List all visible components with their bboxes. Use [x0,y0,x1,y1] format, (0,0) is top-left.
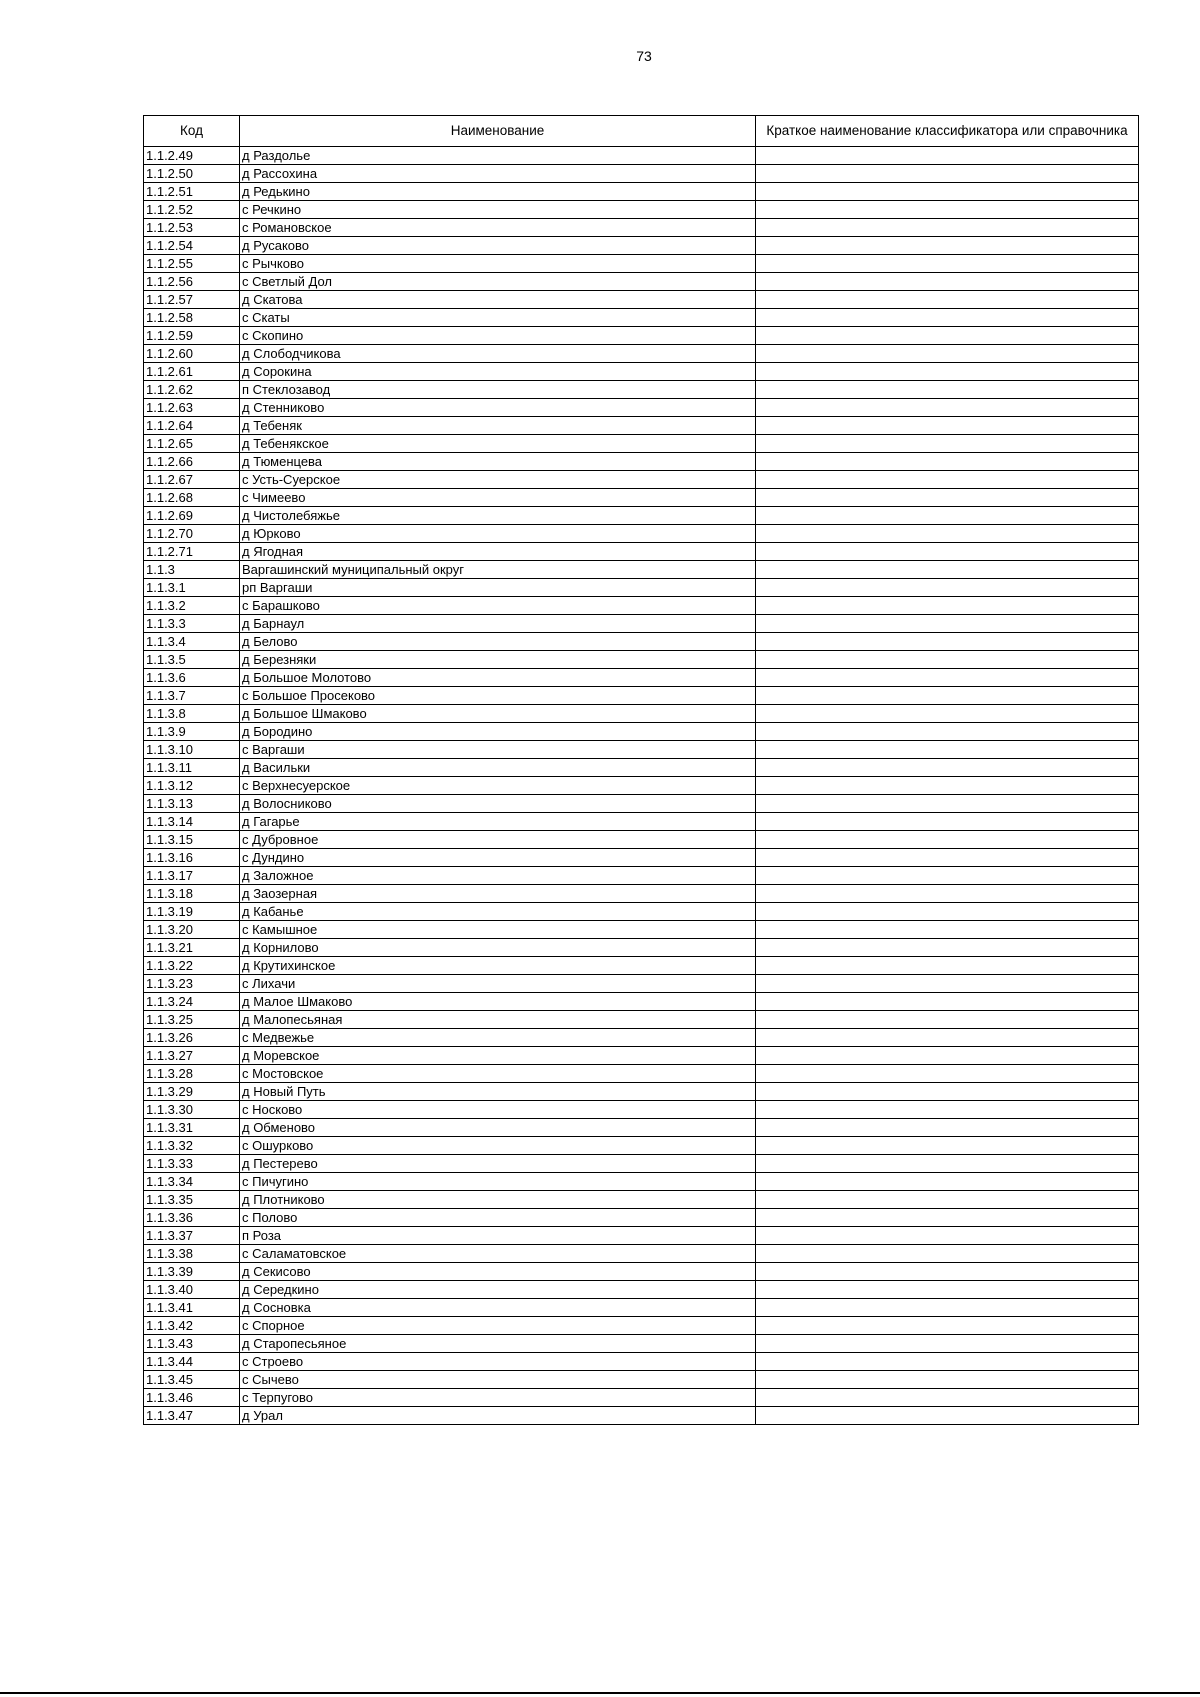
code-cell: 1.1.3.30 [144,1101,240,1119]
name-cell: с Саламатовское [240,1245,756,1263]
table-row [144,363,1139,381]
name-cell: с Чимеево [240,489,756,507]
name-cell: с Большое Просеково [240,687,756,705]
name-cell: д Старопесьяное [240,1335,756,1353]
table-row [144,237,1139,255]
table-row [144,1011,1139,1029]
short-name-cell [756,1029,1139,1047]
short-name-cell [756,885,1139,903]
table-row [144,255,1139,273]
code-cell: 1.1.3.38 [144,1245,240,1263]
name-cell: с Сычево [240,1371,756,1389]
code-cell: 1.1.3.34 [144,1173,240,1191]
short-name-cell [756,1209,1139,1227]
short-name-cell [756,705,1139,723]
code-cell: 1.1.3.16 [144,849,240,867]
name-cell: с Медвежье [240,1029,756,1047]
code-cell: 1.1.3.23 [144,975,240,993]
short-name-cell [756,1065,1139,1083]
name-cell: п Стеклозавод [240,381,756,399]
code-cell: 1.1.3.25 [144,1011,240,1029]
code-cell: 1.1.2.63 [144,399,240,417]
name-cell: с Рычково [240,255,756,273]
table-row [144,885,1139,903]
name-cell: д Сосновка [240,1299,756,1317]
short-name-cell [756,1227,1139,1245]
table-row [144,435,1139,453]
code-cell: 1.1.2.50 [144,165,240,183]
code-cell: 1.1.2.54 [144,237,240,255]
code-cell: 1.1.3.24 [144,993,240,1011]
name-cell: с Полово [240,1209,756,1227]
short-name-cell [756,795,1139,813]
short-name-cell [756,993,1139,1011]
name-cell: с Барашково [240,597,756,615]
name-cell: д Стенниково [240,399,756,417]
table-row [144,1245,1139,1263]
short-name-cell [756,1155,1139,1173]
code-cell: 1.1.3.6 [144,669,240,687]
short-name-cell [756,255,1139,273]
table-row [144,1155,1139,1173]
code-cell: 1.1.3.35 [144,1191,240,1209]
code-cell: 1.1.2.65 [144,435,240,453]
short-name-cell [756,273,1139,291]
short-name-cell [756,579,1139,597]
short-name-cell [756,759,1139,777]
code-cell: 1.1.3.43 [144,1335,240,1353]
short-name-cell [756,471,1139,489]
short-name-cell [756,975,1139,993]
name-cell: д Васильки [240,759,756,777]
short-name-cell [756,849,1139,867]
code-cell: 1.1.2.53 [144,219,240,237]
name-cell: д Пестерево [240,1155,756,1173]
name-cell: д Ягодная [240,543,756,561]
code-cell: 1.1.3.21 [144,939,240,957]
code-cell: 1.1.3.4 [144,633,240,651]
short-name-cell [756,615,1139,633]
name-cell: д Слободчикова [240,345,756,363]
table-row [144,579,1139,597]
table-row [144,795,1139,813]
short-name-cell [756,831,1139,849]
table-row [144,507,1139,525]
code-cell: 1.1.3.19 [144,903,240,921]
name-cell: д Корнилово [240,939,756,957]
code-cell: 1.1.2.70 [144,525,240,543]
short-name-cell [756,543,1139,561]
table-row [144,381,1139,399]
name-cell: д Бородино [240,723,756,741]
table-row [144,1263,1139,1281]
table-body [144,147,1139,1425]
table-row [144,1317,1139,1335]
short-name-cell [756,1299,1139,1317]
name-cell: с Дубровное [240,831,756,849]
code-cell: 1.1.3.26 [144,1029,240,1047]
short-name-cell [756,939,1139,957]
code-cell: 1.1.3.40 [144,1281,240,1299]
table-row [144,1299,1139,1317]
code-cell: 1.1.3.29 [144,1083,240,1101]
table-row [144,1047,1139,1065]
code-cell: 1.1.3.10 [144,741,240,759]
short-name-cell [756,1011,1139,1029]
code-cell: 1.1.2.58 [144,309,240,327]
code-cell: 1.1.3.37 [144,1227,240,1245]
short-name-cell [756,741,1139,759]
short-name-cell [756,903,1139,921]
code-cell: 1.1.3.13 [144,795,240,813]
code-cell: 1.1.2.57 [144,291,240,309]
table-row [144,849,1139,867]
table-row [144,1029,1139,1047]
code-cell: 1.1.3.5 [144,651,240,669]
name-cell: д Малое Шмаково [240,993,756,1011]
name-cell: с Лихачи [240,975,756,993]
table-row [144,1173,1139,1191]
short-name-cell [756,147,1139,165]
name-cell: д Кабанье [240,903,756,921]
code-cell: 1.1.3.7 [144,687,240,705]
short-name-cell [756,453,1139,471]
name-cell: д Тебеняк [240,417,756,435]
table-row [144,309,1139,327]
name-cell: с Строево [240,1353,756,1371]
column-header-short-name: Краткое наименование классификатора или справочника [756,116,1139,147]
table-row [144,1209,1139,1227]
table-row [144,345,1139,363]
table-row [144,669,1139,687]
short-name-cell [756,1173,1139,1191]
short-name-cell [756,1371,1139,1389]
name-cell: д Волосниково [240,795,756,813]
short-name-cell [756,1137,1139,1155]
code-cell: 1.1.3.12 [144,777,240,795]
name-cell: д Гагарье [240,813,756,831]
short-name-cell [756,1389,1139,1407]
code-cell: 1.1.3 [144,561,240,579]
code-cell: 1.1.2.61 [144,363,240,381]
table-row [144,453,1139,471]
table-row [144,1353,1139,1371]
name-cell: с Камышное [240,921,756,939]
table-row [144,975,1139,993]
short-name-cell [756,1047,1139,1065]
name-cell: д Редькино [240,183,756,201]
short-name-cell [756,651,1139,669]
short-name-cell [756,813,1139,831]
name-cell: д Сорокина [240,363,756,381]
name-cell: д Заложное [240,867,756,885]
name-cell: д Малопесьяная [240,1011,756,1029]
code-cell: 1.1.2.68 [144,489,240,507]
name-cell: д Урал [240,1407,756,1425]
name-cell: с Спорное [240,1317,756,1335]
code-cell: 1.1.3.2 [144,597,240,615]
code-cell: 1.1.2.51 [144,183,240,201]
code-cell: 1.1.3.22 [144,957,240,975]
table-row [144,417,1139,435]
short-name-cell [756,1335,1139,1353]
short-name-cell [756,1353,1139,1371]
table-row [144,1281,1139,1299]
name-cell: с Верхнесуерское [240,777,756,795]
table-row [144,1371,1139,1389]
code-cell: 1.1.3.9 [144,723,240,741]
table-row [144,831,1139,849]
name-cell: д Новый Путь [240,1083,756,1101]
name-cell: с Романовское [240,219,756,237]
name-cell: д Обменово [240,1119,756,1137]
short-name-cell [756,1101,1139,1119]
name-cell: д Плотниково [240,1191,756,1209]
table-row [144,543,1139,561]
short-name-cell [756,507,1139,525]
short-name-cell [756,687,1139,705]
table-row [144,165,1139,183]
name-cell: д Березняки [240,651,756,669]
short-name-cell [756,921,1139,939]
short-name-cell [756,777,1139,795]
code-cell: 1.1.2.60 [144,345,240,363]
table-row [144,687,1139,705]
table-row [144,723,1139,741]
table-row [144,651,1139,669]
short-name-cell [756,309,1139,327]
short-name-cell [756,237,1139,255]
table-header-row [144,116,1139,147]
table-row [144,1101,1139,1119]
name-cell: д Русаково [240,237,756,255]
table-row [144,471,1139,489]
table-row [144,1065,1139,1083]
name-cell: с Пичугино [240,1173,756,1191]
table-row [144,867,1139,885]
table-row [144,741,1139,759]
name-cell: с Мостовское [240,1065,756,1083]
code-cell: 1.1.3.14 [144,813,240,831]
code-cell: 1.1.3.33 [144,1155,240,1173]
short-name-cell [756,345,1139,363]
short-name-cell [756,489,1139,507]
short-name-cell [756,1083,1139,1101]
table-row [144,525,1139,543]
name-cell: с Дундино [240,849,756,867]
table-row [144,327,1139,345]
code-cell: 1.1.3.44 [144,1353,240,1371]
short-name-cell [756,1317,1139,1335]
short-name-cell [756,219,1139,237]
short-name-cell [756,165,1139,183]
code-cell: 1.1.2.55 [144,255,240,273]
table-row [144,813,1139,831]
code-cell: 1.1.3.3 [144,615,240,633]
code-cell: 1.1.3.47 [144,1407,240,1425]
table-row [144,201,1139,219]
code-cell: 1.1.3.15 [144,831,240,849]
name-cell: с Скопино [240,327,756,345]
code-cell: 1.1.3.41 [144,1299,240,1317]
table-row [144,219,1139,237]
short-name-cell [756,561,1139,579]
table-row [144,1389,1139,1407]
code-cell: 1.1.3.11 [144,759,240,777]
short-name-cell [756,957,1139,975]
name-cell: д Крутихинское [240,957,756,975]
table-row [144,633,1139,651]
table-row [144,561,1139,579]
short-name-cell [756,633,1139,651]
short-name-cell [756,867,1139,885]
name-cell: д Белово [240,633,756,651]
table-row [144,993,1139,1011]
short-name-cell [756,1263,1139,1281]
code-cell: 1.1.2.52 [144,201,240,219]
short-name-cell [756,1191,1139,1209]
name-cell: Варгашинский муниципальный округ [240,561,756,579]
name-cell: д Рассохина [240,165,756,183]
table-row [144,1407,1139,1425]
code-cell: 1.1.3.42 [144,1317,240,1335]
table-row [144,939,1139,957]
name-cell: с Усть-Суерское [240,471,756,489]
column-header-code: Код [144,116,240,147]
name-cell: с Светлый Дол [240,273,756,291]
table-row [144,921,1139,939]
table-row [144,147,1139,165]
code-cell: 1.1.3.32 [144,1137,240,1155]
table-row [144,291,1139,309]
name-cell: с Терпугово [240,1389,756,1407]
name-cell: рп Варгаши [240,579,756,597]
name-cell: д Раздолье [240,147,756,165]
column-header-name: Наименование [240,116,756,147]
name-cell: с Носково [240,1101,756,1119]
name-cell: д Чистолебяжье [240,507,756,525]
short-name-cell [756,327,1139,345]
code-cell: 1.1.3.1 [144,579,240,597]
table-row [144,597,1139,615]
page-bottom-rule [0,1692,1200,1694]
name-cell: д Юрково [240,525,756,543]
short-name-cell [756,201,1139,219]
name-cell: п Роза [240,1227,756,1245]
name-cell: с Варгаши [240,741,756,759]
short-name-cell [756,363,1139,381]
short-name-cell [756,597,1139,615]
code-cell: 1.1.2.67 [144,471,240,489]
table-row [144,1083,1139,1101]
short-name-cell [756,1245,1139,1263]
code-cell: 1.1.2.56 [144,273,240,291]
short-name-cell [756,381,1139,399]
code-cell: 1.1.2.62 [144,381,240,399]
code-cell: 1.1.3.27 [144,1047,240,1065]
table-row [144,1335,1139,1353]
code-cell: 1.1.3.46 [144,1389,240,1407]
name-cell: д Заозерная [240,885,756,903]
code-cell: 1.1.3.8 [144,705,240,723]
table-row [144,1191,1139,1209]
short-name-cell [756,399,1139,417]
code-cell: 1.1.3.45 [144,1371,240,1389]
code-cell: 1.1.3.28 [144,1065,240,1083]
name-cell: д Тебенякское [240,435,756,453]
table-row [144,489,1139,507]
table-row [144,1119,1139,1137]
table-row [144,273,1139,291]
code-cell: 1.1.2.64 [144,417,240,435]
short-name-cell [756,291,1139,309]
short-name-cell [756,435,1139,453]
table-row [144,705,1139,723]
short-name-cell [756,525,1139,543]
classifier-table [143,115,1139,1425]
code-cell: 1.1.3.20 [144,921,240,939]
name-cell: д Большое Молотово [240,669,756,687]
code-cell: 1.1.2.69 [144,507,240,525]
name-cell: с Ошурково [240,1137,756,1155]
short-name-cell [756,723,1139,741]
table-row [144,1227,1139,1245]
name-cell: с Речкино [240,201,756,219]
code-cell: 1.1.3.31 [144,1119,240,1137]
table-row [144,399,1139,417]
code-cell: 1.1.3.18 [144,885,240,903]
short-name-cell [756,183,1139,201]
short-name-cell [756,417,1139,435]
short-name-cell [756,669,1139,687]
name-cell: д Большое Шмаково [240,705,756,723]
name-cell: д Моревское [240,1047,756,1065]
name-cell: д Секисово [240,1263,756,1281]
page-number: 73 [636,48,652,64]
name-cell: с Скаты [240,309,756,327]
code-cell: 1.1.3.39 [144,1263,240,1281]
table-row [144,759,1139,777]
short-name-cell [756,1119,1139,1137]
code-cell: 1.1.3.17 [144,867,240,885]
table-row [144,957,1139,975]
short-name-cell [756,1407,1139,1425]
code-cell: 1.1.2.71 [144,543,240,561]
code-cell: 1.1.2.59 [144,327,240,345]
table-row [144,777,1139,795]
table-row [144,183,1139,201]
table-row [144,615,1139,633]
name-cell: д Барнаул [240,615,756,633]
short-name-cell [756,1281,1139,1299]
table-row [144,1137,1139,1155]
code-cell: 1.1.2.66 [144,453,240,471]
name-cell: д Середкино [240,1281,756,1299]
code-cell: 1.1.3.36 [144,1209,240,1227]
name-cell: д Скатова [240,291,756,309]
table-row [144,903,1139,921]
code-cell: 1.1.2.49 [144,147,240,165]
name-cell: д Тюменцева [240,453,756,471]
